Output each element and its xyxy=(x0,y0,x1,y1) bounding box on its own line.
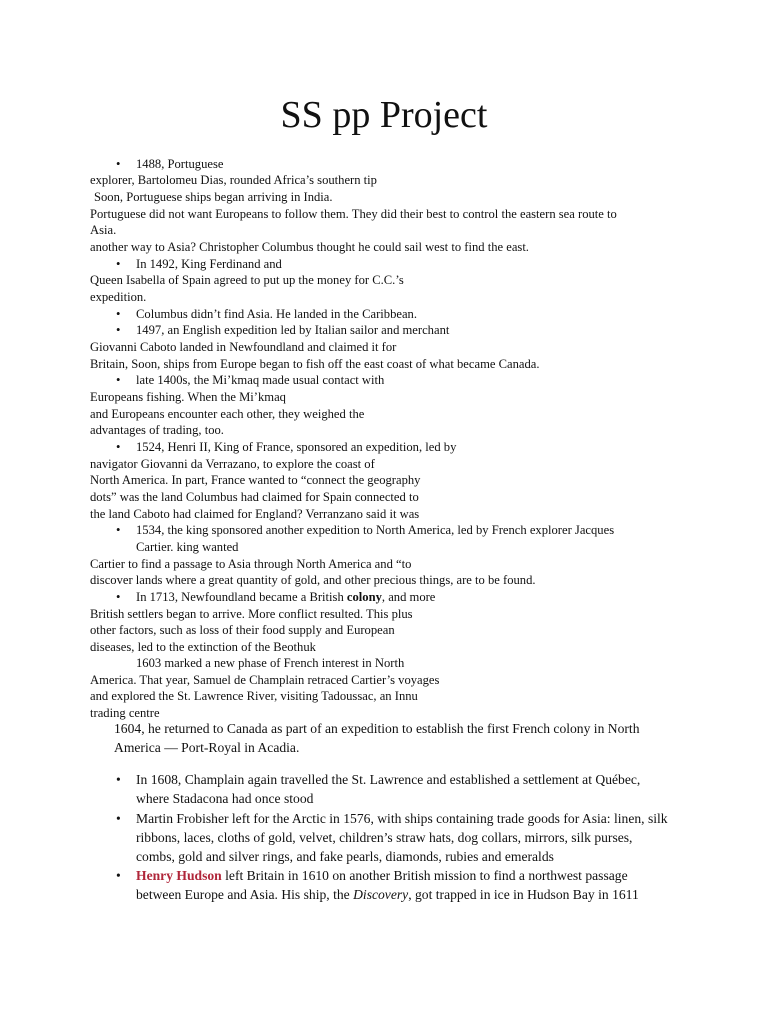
text-line: Cartier. king wanted xyxy=(136,540,239,554)
text-line: • 1488, Portuguese xyxy=(136,156,223,172)
text-line: Queen Isabella of Spain agreed to put up the money for C.C.’s xyxy=(90,273,404,287)
text-line: explorer, Bartolomeu Dias, rounded Africa’s southern tip xyxy=(90,173,377,187)
text-line: and explored the St. Lawrence River, visiting Tadoussac, an Innu xyxy=(90,689,418,703)
text-fragment: In 1713, Newfoundland became a British xyxy=(136,590,344,604)
text-line: • Martin Frobisher left for the Arctic in 1576, with ships containing trade goods for Asia: linen, silk xyxy=(136,809,668,828)
text-line: where Stadacona had once stood xyxy=(136,791,314,806)
text-line: • 1497, an English expedition led by Italian sailor and merchant xyxy=(136,322,449,338)
text-line: navigator Giovanni da Verrazano, to explore the coast of xyxy=(90,457,375,471)
text-line: Giovanni Caboto landed in Newfoundland and claimed it for xyxy=(90,340,397,354)
text-line: Britain, Soon, ships from Europe began to fish off the east coast of what became Canada. xyxy=(90,357,540,371)
text-line: • late 1400s, the Mi’kmaq made usual contact with xyxy=(136,372,384,388)
hudson-line xyxy=(136,866,628,885)
text-line: diseases, led to the extinction of the Beothuk xyxy=(90,640,316,654)
text-line: Portuguese did not want Europeans to follow them. They did their best to control the eastern sea route to xyxy=(90,207,617,221)
text-line: expedition. xyxy=(90,290,147,304)
text-line: discover lands where a great quantity of gold, and other precious things, are to be found. xyxy=(90,573,536,587)
henry-hudson-link: Henry Hudson xyxy=(136,868,222,883)
text-line: • In 1492, King Ferdinand and xyxy=(136,256,282,272)
text-line: 1603 marked a new phase of French interest in North xyxy=(136,656,405,670)
text-line: • Columbus didn’t find Asia. He landed in the Caribbean. xyxy=(136,306,417,322)
text-line: the land Caboto had claimed for England? Verranzano said it was xyxy=(90,507,420,521)
colony-line xyxy=(136,589,435,605)
text-line: • In 1608, Champlain again travelled the St. Lawrence and established a settlement at Québec, xyxy=(136,770,640,789)
text-line: Europeans fishing. When the Mi’kmaq xyxy=(90,390,286,404)
text-line: Asia. xyxy=(90,223,117,237)
text-fragment: , got trapped in ice in Hudson Bay in 1611 xyxy=(408,887,639,902)
text-line: and Europeans encounter each other, they weighed the xyxy=(90,407,365,421)
text-line: America. That year, Samuel de Champlain retraced Cartier’s voyages xyxy=(90,673,440,687)
text-line: North America. In part, France wanted to “connect the geography xyxy=(90,473,421,487)
text-line: • 1524, Henri II, King of France, sponsored an expedition, led by xyxy=(136,439,456,455)
text-line: • 1534, the king sponsored another expedition to North America, led by French explorer Jacques xyxy=(136,522,614,538)
text-line: other factors, such as loss of their food supply and European xyxy=(90,623,395,637)
discovery-line xyxy=(136,885,639,904)
colony-term: colony xyxy=(346,590,382,604)
text-line: trading centre xyxy=(90,706,160,720)
text-line: Soon, Portuguese ships began arriving in India. xyxy=(94,190,333,204)
text-line: combs, gold and silver rings, and fake pearls, diamonds, rubies and emeralds xyxy=(136,849,554,864)
ship-name: Discovery xyxy=(353,887,409,902)
text-line: ribbons, laces, cloths of gold, velvet, children’s straw hats, dog collars, mirrors, silk purses, xyxy=(136,830,633,845)
text-line: dots” was the land Columbus had claimed for Spain connected to xyxy=(90,490,419,504)
text-fragment: , and more xyxy=(381,590,436,604)
text-line: 1604, he returned to Canada as part of an expedition to establish the first French colony in North xyxy=(114,721,640,736)
text-line: America — Port-Royal in Acadia. xyxy=(114,740,300,755)
text-fragment: left Britain in 1610 on another British mission to find a northwest passage xyxy=(221,868,628,883)
text-line: another way to Asia? Christopher Columbus thought he could sail west to find the east. xyxy=(90,240,529,254)
page-title: SS pp Project xyxy=(280,94,488,136)
text-line: Cartier to find a passage to Asia through North America and “to xyxy=(90,557,412,571)
text-fragment: between Europe and Asia. His ship, the xyxy=(136,887,350,902)
text-line: British settlers began to arrive. More conflict resulted. This plus xyxy=(90,607,413,621)
text-line: advantages of trading, too. xyxy=(90,423,224,437)
